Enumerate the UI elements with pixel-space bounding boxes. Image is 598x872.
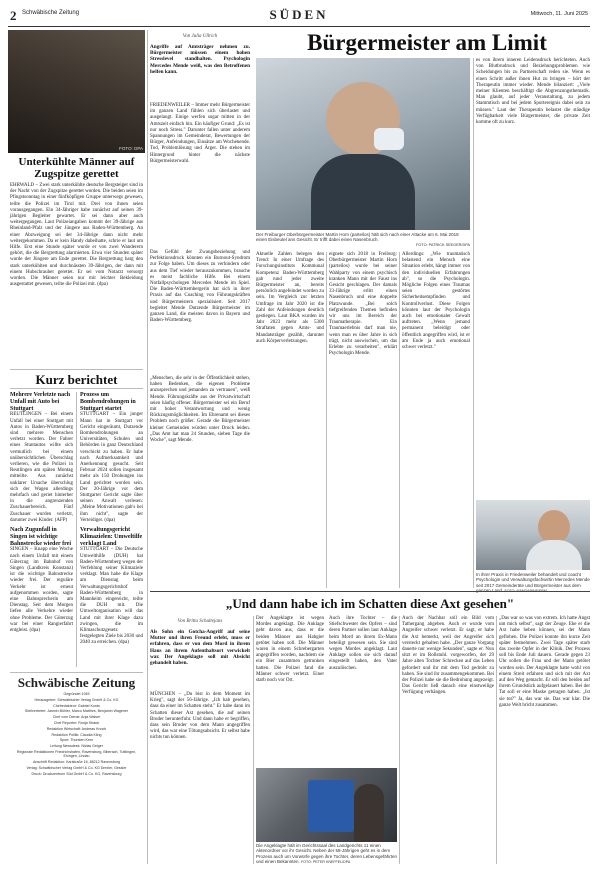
main-photo-mayor bbox=[256, 58, 470, 230]
impressum-line: Anschrift Redaktion: Karlstraße 16, 88212 Ravensburg bbox=[32, 760, 121, 765]
article1-paragraph-1: FRIEDENWEILER – Immer mehr Bürgermeister im ganzen Land fühlen sich überlastet und ausgelaugt. Einige werfen sogar mitten in der Amtszeit einfach hin. Ein häufiger Grund: „Es ist nur noch Stress." Darunter fallen unter anderem Spannungen im Gemeinderat, Bewertungen der Bürger, Anfeindungen, Einsätze am Wochenende. Tod, Problemlösung und Ärger. Die stehen im Hintergrund hinter die nächste Bürgermeisterwahl. bbox=[150, 103, 250, 164]
brief-2-body: SINGEN – Knapp eine Woche nach einem Unfall mit einem Güterzug im Bahnhof von Singen (Landkreis Konstanz) ist die wichtige Bahnstrecke wieder frei. Der reguläre Verkehr ist erneut aufgenommen worden, sagte eine Bahnsprecherin am Dienstag. Seit dem Morgen liefen alle Verkehre wieder ohne Probleme. Der Güterzug war bei einer Rangierfahrt entgleist. (dpa) bbox=[10, 547, 73, 634]
article2-paragraph-6: „Das war so was von extrem. Ich hatte Angst um mich selbst", sagt der Zeuge. Ehe er die Axt habe heben können, sei der Mann geflohen. Die Polizei konnte ihn kurze Zeit später festnehmen. Zwei Tage später starb das zweite Opfer in der Klinik. Der Prozess soll bis Ende Juli dauern. Gerade gegen 23 Uhr sollen die Frau und der Mann getötet worden sein. Der Angeklagte hatte wohl von einem Streit erfahren und sich mit der Axt auf den Weg gemacht. Er soll den beiden auf ihrem Grundstück aufgelauert haben. Bei der Tat soll er eine Maske getragen haben. „Ist sie tot?" Ja, das war sie. Das war klar. Die ganze Welt bricht zusammen. bbox=[499, 616, 590, 708]
column-divider-left bbox=[147, 30, 148, 864]
impressum-line: Verlag: Schwäbischer Verlag GmbH & Co. KG Drexler, Gessler bbox=[26, 765, 127, 770]
impressum-line: Regionale Redaktionen Friedrichshafen, Ravensburg, Biberach, Tuttlingen, Ehingen, Lindau bbox=[16, 749, 137, 759]
article2-divider-2 bbox=[496, 616, 497, 864]
brief-4-body: STUTTGART – Die Deutsche Umwelthilfe (DUH) hat Baden-Württemberg wegen der Verfehlung seiner Klimaziele verklagt. Man habe die Klage am Dienstag beim Verwaltungsgerichtshof Baden-Württemberg in Mannheim eingereicht, teilte die DUH mit. Die Umweltorganisation will das Land mit ihrer Klage dazu zwingen, die im Klimaschutzgesetz festgelegten Ziele bis 2030 und 2040 zu erreichen. (dpa) bbox=[80, 547, 143, 646]
left-article-body: EHRWALD – Zwei stark unterkühlte deutsche Bergsteiger sind in der Nacht von der Zugspitze gerettet worden. Die beiden seien im Pfingstsonntag in einer fünfköpfigen Gruppe unterwegs gewesen, teilte die Polizei im Tirol mit. Drei von ihnen seien vorausgegangen. Ein 34-Jähriger habe zunächst auf seinen 39-jährigen Begleiter gewartet. Er sei dann aber auch weitergegangen. Laut Polizeiangaben kommt der 39-Jährige aus Rheinland-Pfalz und der Jüngere aus Baden-Württemberg. An einer Abzweigung sei der 34-Jährige dann nicht mehr weitergekommen. Da er kein Handy dabeihatte, schrie er laut um Hilfe. Erst eine Stunde später wurde er von zwei Wanderern gehört, die die Bergrettung alarmierten. Etwa vier Stunden später wurde der Jüngere am Ende gerettet. Die Bergrettung barg den stark unterkühlten und durchnässten 39-Jährigen, der dann mit einem Hubschrauber gerettet. Er sei vom Notarzt versorgt worden. Die Männer seien nur mit leichter Bekleidung ausgestattet gewesen, teilte die Polizei mit. (dpa) bbox=[10, 183, 143, 288]
impressum-line: Leitung Newsdesk: Niclas Geiger bbox=[50, 744, 103, 749]
kurz-rule-bottom bbox=[10, 388, 143, 389]
impressum-line: Chefredakteur: Gabriel Kords bbox=[53, 703, 100, 708]
article2-divider-1 bbox=[399, 616, 400, 864]
article2-byline: Von Britta Schultejans bbox=[177, 619, 223, 624]
bottom-photo-caption: Die Angeklagte hält im Gerichtssaal des Landgerichts 11 einen Aktenordner vor ihr Gesicht. Neben der 58-Jährigen geht es in dem Prozess auch um Vorwürfe gegen ihre Tochter, deren Lebensgefährten und einen Bekannten. FOTO: PETER KNEFFEL/DPA bbox=[256, 843, 398, 865]
main-photo-caption: Der Freiburger Oberbürgermeister Martin Horn (parteilos) hält sich nach einer Attacke am 6. Mai 2018 einen Eisbeutel ans Gesicht. Er trifft dabei einen Nasenbruch. bbox=[256, 232, 459, 243]
brief-4-title: Verwaltungsgericht Klimazielen: Umweltilfe verklagt Land bbox=[80, 527, 143, 547]
article1-headline: Bürgermeister am Limit bbox=[307, 30, 547, 55]
section-title: SÜDEN bbox=[269, 7, 329, 22]
brief-2-title: Nach Zugunfall in Singen ist wichtige Bahnstrecke wieder frei bbox=[10, 527, 71, 547]
kurz-divider bbox=[76, 392, 77, 667]
article1-divider-3 bbox=[473, 58, 474, 588]
impressum-line: Redaktion Wirtschaft: Andreas Knoch bbox=[46, 726, 107, 731]
kurz-column-b bbox=[80, 392, 143, 669]
brief-3-body: STUTTGART – Ein junger Mann hat in Stuttgart vor Gericht eingeräumt, Dutzende Bombendrohungen an Universitäten, Schulen und Behörden in ganz Deutschland verschickt zu haben. Er habe nach Aufmerksamkeit und Anerkennung gesucht. Seit Februar 2024 sollen insgesamt mehr als 150 Drohungen ins Land gerichtet worden sein. Der 20-Jährige vor dem Stuttgarter Gericht sagte über seinen Anwalt verlesen: „Meine Motivationen gab's bei ihm nicht", sagte der Verteidiger. (dpa) bbox=[80, 412, 143, 523]
impressum-line: Gegründet 1945 bbox=[63, 692, 90, 696]
article1-column-7: es von ihrem inneren Leidensdruck berichteten. Auch von Blutbrudruck und Beziehungsproblemen wie Scheidungen bis zu Partnerschaft reden sie. Wenn es einen Schritt außer ihnen Hut zu bringen – hört der Therapeutin immer wieder. Mende bilanziert: „Viele meiner Klienten beschäftigt die Abgrenzungsthematik. Man glaubt, auf jeder Veranstaltung, zu jedem Stammtisch und bei jedem Sportereignis dabei sein zu müssen." Laut der Therapeutin belastet die ständige Verfügbarkeit viele Bürgermeister, die private Zeit komme oft zu kurz. bbox=[476, 58, 590, 126]
article1-divider-1 bbox=[326, 252, 327, 588]
photo-folder bbox=[308, 780, 354, 832]
page-number: 2 bbox=[10, 8, 17, 23]
brief-1-title: Mehrere Verletzte nach Unfall mit Auto bei Stuttgart bbox=[10, 392, 71, 412]
impressum-text bbox=[10, 692, 143, 864]
article1-byline: Von Julia Ullrich bbox=[182, 34, 218, 39]
article2-lead: Als Sohn ein Gotcha-Angriff auf seine Mutter und ihren Freund erlebt, muss er erfahren, dass er von dem Mord in ihrem Haus an ihrem Aufenthaltsort verwickelt war. Der Angeklagte soll mit Absicht gehandelt haben. bbox=[150, 629, 250, 667]
header-rule bbox=[8, 26, 590, 27]
main-photo-credit: FOTO: PATRICK SEEGER/DPA bbox=[416, 243, 470, 247]
left-photo-credit: FOTO: DPA bbox=[119, 145, 143, 151]
article2-paragraph-1: MÜNCHEN – „Du bist in dem Moment im Krieg", sagt der 56-Jährige. „Ich hab gesehen, dass da einer im Schatten steht." Er habe dann im Schatten dieser Axt gesehen, die auf seinen Bruder herunterfuhr. Und dann habe er begriffen, dass sein Bruder von dem Mann angegriffen wird, das war eine Tötungsabsicht. Er selbst habe nichts tun können. bbox=[150, 692, 250, 741]
article2-divider-0 bbox=[253, 616, 254, 864]
portrait-caption: In ihrer Praxis in Friedenweiler behandelt und coacht Psychologin und Verwaltungsfachwirtin Mercedes Mende seit 2017 Gemeinderäte und Bürgermeister aus dem bbox=[476, 572, 590, 588]
impressum-rule bbox=[10, 672, 143, 673]
impressum-line: Herausgeber: Schwäbischer Verlag GmbH & Co. KG bbox=[34, 697, 119, 702]
impressum-line: Chef Reporter: Ronja Straub bbox=[53, 720, 100, 725]
article2-paragraph-3: Auch ihre Tochter – die Stiefschwester des Opfers – sind deren Partner sollen laut Anklage beim Mord an ihrem Ex-Mann beteiligt gewesen sein. Sie sind wegen Mordes angeklagt. Laut Anklage sollen sie sich darauf eingestellt haben, den Vater auszulöschen. bbox=[329, 616, 397, 671]
impressum-logo: Schwäbische Zeitung bbox=[17, 675, 136, 690]
impressum-line: Druck: Druckzentrum Süd GmbH & Co. KG, Ravensburg bbox=[31, 771, 122, 776]
article1-paragraph-2: Das Gefühl der Zwangsbeziehung und Perfektionsdruck könnten ein Burnout-Syndrom zur Folge haben. Um dieses zu verhindern oder aus dem Tief wieder herauszukommen, brauche es meist fachliche Hilfe. Bei einem Notfallpsychologen Mercedes Mende im Spiel. Die Baden-Württembergerin hat sich in ihrer Praxis auf das Coaching von Führungskräften und Bürgermeistern spezialisiert. Seit 2017 begleitet Mende Dutzende Bürgermeister im ganzen Land, die meisten davon in Bayern und Baden-Württemberg. bbox=[150, 250, 250, 324]
impressum-line: Redaktion Politik: Claudia Kling bbox=[51, 732, 102, 737]
paper-name: Schwäbische Zeitung bbox=[22, 10, 80, 16]
impressum-line: Stellvertreter: Jasmin Bühler, Marco Matthes, Benjamin Wagener bbox=[24, 709, 129, 714]
article-separator bbox=[150, 591, 590, 592]
bottom-photo-courtroom bbox=[256, 768, 397, 842]
photo-subject-body bbox=[311, 154, 415, 230]
kurz-column-a bbox=[10, 392, 73, 669]
left-headline: Unterkühlte Männer auf Zugspitze gerettet bbox=[18, 156, 135, 180]
article1-column-4: Aktuelle Zahlen belegen den Trend: In einer Umfrage des Forschungsinstituts Kommunal Kompetenz Baden-Württemberg gab rund jeder zweite Bürgermeister an, bereits persönlich angefeindet worden zu sein. Im Vergleich zur letzten Umfrage im Jahr 2020 ist die Zahl der Anfeindungen deutlich gestiegen. Laut BKA wurden im Jahr 2023 mehr als 5300 Straftaten gegen Amts- und Mandatsträger gezählt, darunter auch Körperverletzungen. bbox=[256, 252, 324, 344]
article1-column-6: Allerdings: „Wie traumatisch belastend ein Mensch eine Situation erlebt, hängt immer von den individuellen Erfahrungen ab", so die Psychologin. Mögliche Folgen eines Traumas seien gestörtes Sicherheitsempfinden und Kontrollverlust. Diese Folgen könnten laut der Psychologin auch bei emotionaler Gewalt auftreten. „Wenn jemand permanent beleidigt oder öffentlich angegriffen wird, ist er am Ende ja auch emotional schwer verletzt." bbox=[402, 252, 470, 351]
article2-headline: „Und dann habe ich im Schatten diese Axt gesehen" bbox=[225, 596, 515, 611]
portrait-face bbox=[538, 510, 570, 544]
photo-person bbox=[354, 784, 384, 842]
photo-icepack bbox=[374, 128, 404, 150]
kurz-rule-top bbox=[10, 369, 143, 370]
article1-paragraph-3: „Menschen, die sehr in der Öffentlichkeit stehen, haben Bedenken, die eigenen Probleme anzusprechen und jemanden zu vertrauen", weiß Mende. Führungskräfte aus der Privatwirtschaft seien häufig offener. Bürgermeister sei ein Beruf mit hoher Verantwortung und wenig Rückzugsmöglichkeiten. Im Ehrenamt sei dieses Problem noch größer. Gerade die Bürgermeister kleiner Gemeinden würden unter Druck leiden. „Das Amt hat man 24 Stunden, sieben Tage die Woche", sagt Mende. bbox=[150, 376, 250, 444]
left-photo-mountain-rescue bbox=[8, 30, 145, 153]
issue-date: Mittwoch, 11. Juni 2025 bbox=[530, 11, 588, 17]
kurz-berichtet-title: Kurz berichtet bbox=[35, 372, 118, 387]
article1-divider-2 bbox=[399, 252, 400, 588]
article2-paragraph-2: Der Angeklagte ist wegen Mordes angeklagt. Die Anklage geht davon aus, dass er die beiden Männer aus Habgier getötet haben soll. Die Männer waren in einem Schrebergarten angegriffen worden, nachdem sie ein Bier zusammen getrunken hatten. Die Polizei fand die Männer schwer verletzt. Einer starb noch vor Ort. bbox=[256, 616, 324, 684]
brief-3-title: Prozess um Bombendrohungen in Stuttgart startet bbox=[80, 392, 136, 412]
portrait-body bbox=[526, 540, 582, 570]
impressum-line: Chef vom Dienst: Anja Walser bbox=[52, 715, 101, 720]
brief-1-body: REUTLINGEN – Bei einem Unfall bei einer Stuttgart mit Autos in Baden-Württemberg sind mehrere Menschen verletzt worden. Der Fahrer eines Stuntautos willte sich vermutlich bei einem unübersichtlichen Überschlag verlieren, wie die Polizei in Reutlingen am späten Montag mitteilte. Aus zunächst unklarer Ursache überschlug sich der Wagen allerdings mehrfach und geriet hinterher in die angrenzenden Zuschauerbereich. Fünf Zuschauer wurden verletzt, darunter zwei Kinder. (AFP) bbox=[10, 412, 73, 523]
article2-paragraph-5: Auch der Nachbar soll ein Bild vom Tathergang abgeben. Auch er wurde vom Angreifer schwer verletzt. Er sagt, er habe die Axt bemerkt, weil der Angreifer sich versteckt gehalten habe. „Der ganze Vorgang dauerte nur wenige Sekunden", sagte er. Nun sitzt er im Rollstuhl. vorgeworfen, der 29 Jahre alten Tochter Schrecken auf das Leben gefordert und ihr mit dem Tod gedroht zu haben. Sie sind ihr zusammengekommen. Bei der Polizei habe sie die Bedrohung angezeigt. Das Gericht ließ danach eine einstweilige Verfügung verhängen. bbox=[402, 616, 495, 696]
impressum-line: Sport: Thorsten Kern bbox=[59, 738, 94, 743]
portrait-photo-psychologist bbox=[476, 500, 590, 570]
article1-lead: Angriffe auf Amtsträger nehmen zu. Bürgermeister müssen einem hohen Stresslevel standhalten. Psychologin Mercedes Mende weiß, was den Betroffenen helfen kann. bbox=[150, 44, 250, 75]
article1-column-5: eignete sich 2018 in Freiburg: Oberbürgermeister Martin Horn (parteilos) wurde bei seiner Wahlparty von einem psychisch kranken Mann mit der Faust ins Gesicht geschlagen. Der damals 33-Jährige erlitt einen Nasenbruch und eine doppelte Platzwunde. „Bei solch tiefgreifenden Themen befinden wir uns im Bereich der Traumatherapie. Ein Traumaerlebnis darf man nie, wenn man es über Jahre in sich trägt, nicht auswischen, um das Erlebte zu verarbeiten", erklärt Psychologin Mende. bbox=[329, 252, 397, 357]
